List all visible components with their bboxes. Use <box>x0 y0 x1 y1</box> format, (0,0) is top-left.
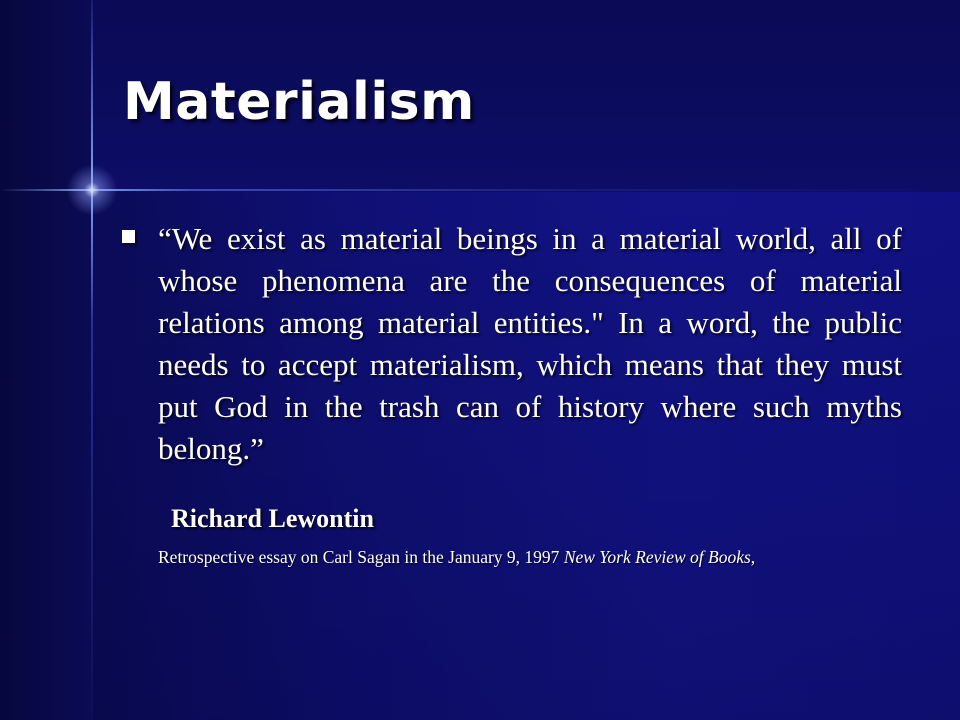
slide-title: Materialism <box>123 72 475 132</box>
quote-author: Richard Lewontin <box>171 504 374 533</box>
quote-text: “We exist as material beings in a material world, all of whose phenomena are the consequences of material relations among material entities." In a word, the public needs to accept materialism, which means that they must put God in the trash can of history where such myths belong.” <box>158 221 902 466</box>
quote-bullet-item <box>122 218 902 470</box>
quote-source <box>158 547 938 568</box>
source-prefix: Retrospective essay on Carl Sagan in the January 9, 1997 <box>158 547 564 567</box>
sparkle-vertical-line <box>91 0 93 720</box>
source-suffix: , <box>750 547 756 567</box>
sparkle-star-icon <box>62 160 122 220</box>
left-background-strip <box>0 0 92 720</box>
sparkle-horizontal-line <box>0 189 960 191</box>
square-bullet-icon <box>122 230 135 243</box>
source-publication: New York Review of Books <box>563 547 751 567</box>
